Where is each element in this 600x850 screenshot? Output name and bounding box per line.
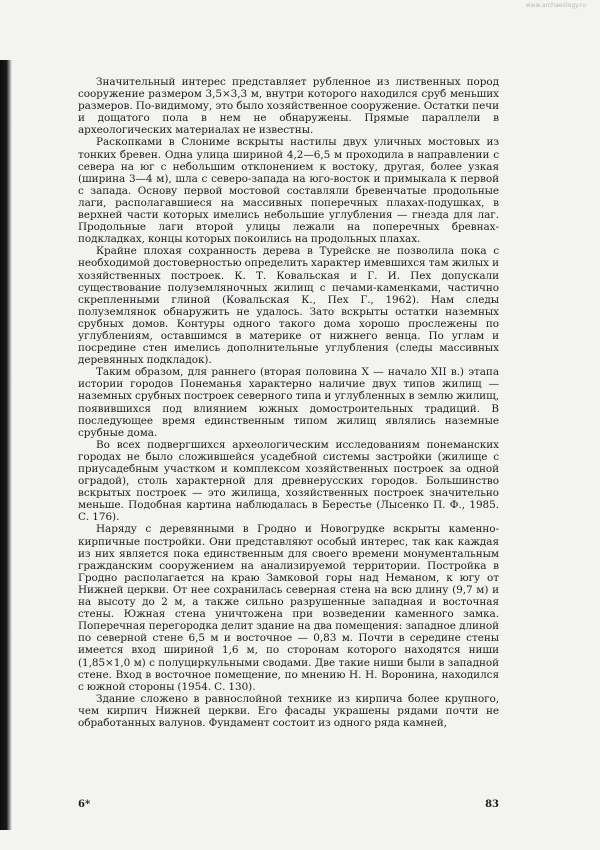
paragraph: Таким образом, для раннего (вторая половина X — начало XII в.) этапа истории городов Понеманья характерно наличие двух типов жилищ — наземных срубных построек северного типа и углубленных в землю жилищ, появившихся под влиянием южных домостроительных традиций. В последующее время единственным типом жилищ являлись наземные срубные дома.: [78, 366, 499, 439]
paragraph: Здание сложено в равнослойной технике из кирпича более крупного, чем кирпич Нижней церкви. Его фасады украшены рядами почти не обработанных валунов. Фундамент состоит из одного ряда камней,: [78, 692, 499, 729]
page-number: 83: [485, 799, 499, 810]
paragraph: Значительный интерес представляет рубленное из лиственных пород сооружение размером 3,5×3,3 м, внутри которого находился сруб меньших размеров. По-видимому, это было хозяйственное сооружение. Остатки печи и дощатого пола в нем не обнаружены. Прямые параллели в археологических материалах не известны.: [78, 76, 499, 137]
scan-binding-edge: [0, 60, 12, 830]
paragraph: Раскопками в Слониме вскрыты настилы двух уличных мостовых из тонких бревен. Одна улица шириной 4,2—6,5 м проходила в направлении с севера на юг с небольшим отклонением к востоку, другая, более узкая (ширина 3—4 м), шла с северо-запада на юго-восток и примыкала к первой с запада. Основу первой мостовой составляли бревенчатые продольные лаги, располагавшиеся на массивных поперечных плахах-подушках, в верхней части которых имелись небольшие углубления — гнезда для лаг. Продольные лаги второй улицы лежали на поперечных бревнах-подкладках, концы которых покоились на продольных плахах.: [78, 136, 499, 246]
paragraph: Наряду с деревянными в Гродно и Новогрудке вскрыты каменно-кирпичные постройки. Они представляют особый интерес, так как каждая из них является пока единственным для своего времени монументальным гражданским сооружением на анализируемой территории. Постройка в Гродно располагается на краю Замковой горы над Неманом, к югу от Нижней церкви. От нее сохранилась северная стена на всю длину (9,7 м) и на высоту до 2 м, а также сильно разрушенные западная и восточная стены. Южная стена уничтожена при возведении каменного замка. Поперечная перегородка делит здание на два помещения: западное длиной по северной стене 6,5 м и восточное — 0,83 м. Почти в середине стены имеется вход шириной 1,6 м, по сторонам которого находятся ниши (1,85×1,0 м) с полуциркульными сводами. Две такие ниши были в западной стене. Вход в восточное помещение, по мнению Н. Н. Воронина, находился с южной стороны (1954. С. 130).: [78, 523, 499, 693]
paragraph: Во всех подвергшихся археологическим исследованиям понеманских городах не было сложившейся усадебной системы застройки (жилище с приусадебным участком и комплексом хозяйственных построек за одной оградой), столь характерной для древнерусских городов. Большинство вскрытых построек — это жилища, хозяйственных построек значительно меньше. Подобная картина наблюдалась в Берестье (Лысенко П. Ф., 1985. С. 176).: [78, 438, 499, 524]
page-text: [78, 76, 499, 729]
paragraph: Крайне плохая сохранность дерева в Турейске не позволила пока с необходимой достоверностью определить характер имевшихся там жилых и хозяйственных построек. К. Т. Ковальская и Г. И. Пех допускали существование полуземляночных жилищ с печами-каменками, частично скрепленными глиной (Ковальская К., Пех Г., 1962). Нам следы полуземлянок обнаружить не удалось. Зато вскрыты остатки наземных срубных домов. Контуры одного такого дома хорошо прослежены по углублениям, оставшимся в материке от нижнего венца. По углам и посредине стен имелись дополнительные углубления (следы массивных деревянных подкладок).: [78, 245, 499, 367]
watermark: www.archaeology.ru: [525, 2, 586, 9]
signature-mark: 6*: [78, 799, 91, 810]
